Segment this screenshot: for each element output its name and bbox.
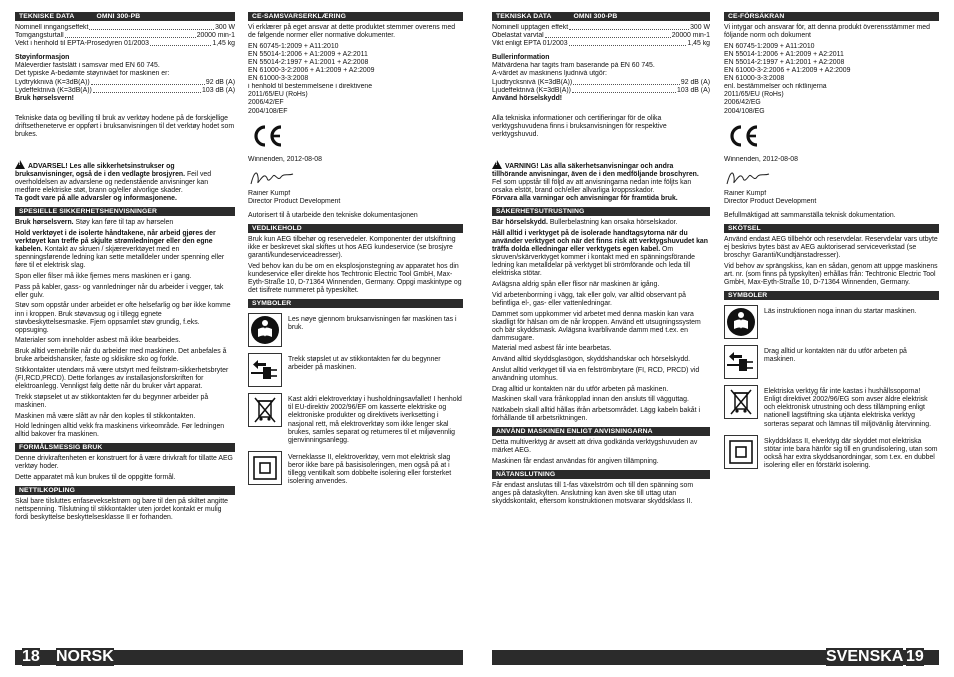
section-header-intended-use: ANVÄND MASKINEN ENLIGT ANVISNINGARNA	[492, 427, 710, 436]
ce-intro: Vi intygar och ansvarar för, att denna produkt överensstämmer med följande norm och dokument	[724, 24, 930, 40]
noise-row: Ljudeffektnivå (K=3dB(A)) 103 dB (A)	[492, 86, 710, 94]
noise-title: Bullerinformation	[492, 54, 550, 62]
spec-row: Vekt i henhold til EPTA-Prosedyren 01/2003 1,45 kg	[15, 40, 235, 48]
warning-paragraph: !ADVARSEL! Les alle sikkerhetsinstrukser og bruksanvisninger, også de i den vedlagte brosjyren. Feil ved overholdelsen av advarslene og nedenstående anvisninger kan medføre elektriske støt, brann og/eller alvorlige skader. Ta godt vare på alle advarsler og informasjonene.	[15, 160, 235, 203]
safety-paragraph: Bär hörselskydd. Bullerbelastning kan orsaka hörselskador.	[492, 219, 678, 227]
ce-line: EN 55014-2:1997 + A1:2001 + A2:2008	[724, 58, 845, 66]
section-header-tech-data: TEKNISKE DATA OMNI 300-PB	[15, 12, 235, 21]
tech-note: Alla tekniska informationer och certifieringar för de olika verktygshuvudena finns i bruksanvisningen för respektive verktygshuvud.	[492, 114, 667, 139]
symbol-row	[248, 393, 463, 445]
noise-row: Lydeffektnivå (K=3dB(A)) 103 dB (A)	[15, 86, 235, 94]
safety-paragraph: Maskinen må være slått av når den koples til stikkontakten.	[15, 412, 196, 420]
signature-icon	[724, 168, 939, 188]
intended-paragraph: Maskinen får endast användas för angiven tillämpning.	[492, 457, 659, 465]
section-header-maintenance: SKÖTSEL	[724, 224, 939, 233]
symbol-row	[724, 435, 939, 470]
warning-triangle-icon	[15, 160, 25, 169]
noise-row: Lydtrykknivå (K=3dB(A)) 92 dB (A)	[15, 78, 235, 86]
ce-line: 2006/42/EG	[724, 99, 761, 107]
safety-paragraph: Stikkontakter utendørs må være utstyrt med feilstrøm-sikkerhetsbryter (FI,RCD,PRCD). Dette forlanges av installasjonsforskriften for elektroanlegg. Vennligst følg dette når du bruker vårt apparat.	[15, 366, 229, 391]
mains-paragraph: Får endast anslutas till 1-fas växelström och till den spänning som anges på dataskylten. Anslutning kan även ske till uttag utan skyddskontakt, eftersom konstruktionen motsvarar skyddsklass II.	[492, 482, 694, 506]
symbol-description: Verneklasse II, elektroverktøy, vern mot elektrisk slag beror ikke bare på basisisoleringen, men også på at i tillegg ventilkalt som dobbelte isolering eller forsterket isolering anvendes.	[288, 453, 452, 486]
section-header-symbols: SYMBOLER	[724, 291, 939, 300]
section-header-mains: NÄTANSLUTNING	[492, 470, 710, 479]
ce-line: EN 55014-1:2006 + A1:2009 + A2:2011	[724, 50, 844, 58]
ce-line: EN 55014-2:1997 + A1:2001 + A2:2008	[248, 58, 369, 66]
section-header-tech-data: TEKNISKA DATA OMNI 300-PB	[492, 12, 710, 21]
warning-paragraph: !VARNING! Läs alla säkerhetsanvisningar och andra tillhörande anvisningar, även de i den medföljande broschyren. Fel som uppstår till följd av att anvisningarna nedan inte följts kan orsaka elstöt, brand och/eller allvarliga kroppsskador. Förvara alla varningar och anvisningar för framtida bruk.	[492, 160, 710, 203]
maintenance-paragraph: Bruk kun AEG tilbehør og reservedeler. Komponenter der utskiftning ikke er beskrevet skal skiftes ut hos AEG kundeservice (se brosjyre garanti/kundeserviceadresser).	[248, 236, 456, 260]
ce-line: EN 61000-3-2:2006 + A1:2009 + A2:2009	[248, 67, 375, 75]
safety-paragraph: Bruk hørselsvern. Støy kan føre til tap av hørselen	[15, 219, 174, 227]
safety-paragraph: Drag alltid ur kontakten när du utför arbeten på maskinen.	[492, 385, 669, 393]
noise-line: Måleverdier fastslått i samsvar med EN 60 745.	[15, 62, 160, 70]
page-number: 19	[906, 648, 924, 665]
ce-line: enl. bestämmelser och riktlinjerna	[724, 83, 827, 91]
ce-line: EN 61000-3-3:2008	[724, 75, 785, 83]
safety-paragraph: Trekk støpselet ut av stikkontakten før du begynner arbeider på maskinen.	[15, 393, 209, 409]
safety-paragraph: Bruk alltid vernebrille når du arbeider med maskinen. Det anbefales å bruke arbeidshansker, faste og sklisikre sko og forkle.	[15, 348, 227, 364]
symbol-description: Elektriska verktyg får inte kastas i hushållssoporna! Enligt direktivet 2002/96/EG som avser äldre elektrisk och elektronisk utrustning och dess tillämpning enligt nationell lagstiftning ska utjänta elektriska verktyg sorteras separat och lämnas till miljövänlig återvinning.	[764, 388, 931, 428]
page-number: 18	[22, 648, 40, 665]
ce-line: i henhold til bestemmelsene i direktivene	[248, 83, 373, 91]
safety-paragraph: Nätkabeln skall alltid hållas ifrån arbetsområdet. Lägg kabeln bakåt i förhållande till arbetsriktningen.	[492, 407, 700, 423]
maintenance-paragraph: Vid behov av sprängskiss, kan en sådan, genom att uppge maskinens art. nr. (som finns på typskylten) erhållas från: Techtronic Electric Tool GmbH, Max-Eyth-Straße 10, D-71364 Winnenden, Germany.	[724, 262, 938, 287]
maintenance-paragraph: Ved behov kan du be om en eksplosjonstegning av apparatet hos din kundeservice eller direkte hos Techtronic Electric Tool GmbH, Max-Eyth-Straße 10, D-71364 Winnenden, Germany. Oppgi maskintype og det tisifrete nummeret på typeskiltet.	[248, 262, 462, 295]
ce-line: 2011/65/EU (RoHs)	[724, 91, 784, 99]
tech-note: Tekniske data og bevilling til bruk av verktøy hodene på de forskjellige driftsetheneterve er oppført i bruksanvisningen til det verktøy hodet som brukes.	[15, 114, 235, 139]
protection-class-ii-icon	[248, 451, 282, 485]
intended-paragraph: Detta multiverktyg är avsett att driva godkända verktygshuvuden av märket AEG.	[492, 439, 698, 455]
ce-signer: Rainer Kumpf	[248, 189, 291, 197]
ear-protection-note: Bruk hørselsvern!	[15, 94, 74, 102]
ce-role: Director Product Development	[724, 197, 817, 205]
left-column-2	[248, 12, 463, 492]
safety-paragraph: Hold verktøyet i de isolerte håndtakene, når arbeid gjøres der verktøyet kan treffe på skjulte strømledninger eller den egne kabelen. Kontakt av skruen / skjæreverktøyet med en spenningsførende ledning kan sette metalldeler under spenning eller føre til et elektrisk slag.	[15, 229, 225, 270]
read-manual-icon	[248, 313, 282, 347]
section-header-maintenance: VEDLIKEHOLD	[248, 224, 463, 233]
symbol-description: Drag alltid ur kontakten när du utför arbeten på maskinen.	[764, 348, 907, 364]
symbol-row	[724, 385, 939, 428]
spec-row: Tomgangsturtall 20000 min-1	[15, 32, 235, 40]
warning-triangle-icon	[492, 160, 502, 169]
symbol-row	[724, 345, 939, 379]
ce-mark-icon	[726, 124, 939, 148]
safety-paragraph: Anslut alltid verktyget till via en felströmbrytare (FI, RCD, PRCD) vid användning utomhus.	[492, 366, 700, 382]
safety-paragraph: Vid arbetenborrning i vägg, tak eller golv, var alltid observant på befintliga el-, gas- eller vattenledningar.	[492, 291, 686, 307]
safety-paragraph: Dammet som uppkommer vid arbetet med denna maskin kan vara skadligt för hälsan om de når kroppen. Använd ett utsugningssystem och bär skyddsmask. Avlägsna kvarblivande damm med t.ex. en dammsugare.	[492, 310, 701, 342]
safety-paragraph: Avlägsna aldrig spån eller flisor när maskinen är igång.	[492, 281, 660, 289]
symbol-description: Kast aldri elektroverktøy i husholdningsavfallet! I henhold til EU-direktiv 2002/96/EF om kasserte elektriske og elektroniske produkter og direktivets iverksetting i nasjonal rett, må elektroverktøy som ikke lenger skal brukes, samles separat og returneres til et miljøvennlig gjenvinningsanlegg.	[288, 396, 462, 444]
noise-title: Støyinformasjon	[15, 54, 70, 62]
signature-icon	[248, 168, 463, 188]
symbol-row	[248, 313, 463, 347]
ce-authorized: Befullmäktigad att sammanställa teknisk dokumentation.	[724, 211, 896, 219]
spec-row: Obelastat varvtal 20000 min-1	[492, 32, 710, 40]
ce-role: Director Product Development	[248, 197, 341, 205]
safety-paragraph: Pass på kabler, gass- og vannledninger når du arbeider i vegger, tak eller gulv.	[15, 283, 224, 299]
maintenance-paragraph: Använd endast AEG tillbehör och reservdelar. Reservdelar vars utbyte ej beskrivs bytes bäst av AEG auktoriserad serviceverkstad (se broschyr Garanti/Kundtjänstadresser).	[724, 236, 938, 260]
safety-paragraph: Hold ledningen alltid vekk fra maskinens virkeområde. Før ledningen alltid bakover fra maskinen.	[15, 423, 225, 439]
ce-mark-icon	[250, 124, 463, 148]
section-header-safety: SÄKERHETSUTRUSTNING	[492, 207, 710, 216]
noise-line: A-värdet av maskinens ljudnivå utgör:	[492, 70, 607, 78]
ce-line: EN 61000-3-2:2006 + A1:2009 + A2:2009	[724, 67, 851, 75]
right-column-2	[724, 12, 939, 476]
spec-row: Nominell inngangseffekt 300 W	[15, 24, 235, 31]
symbol-description: Les nøye gjennom bruksanvisningen før maskinen tas i bruk.	[288, 316, 457, 332]
ce-line: 2004/108/EG	[724, 107, 765, 115]
section-header-safety: SPESIELLE SIKKERHETSHENVISNINGER	[15, 207, 235, 216]
page-language: SVENSKA	[826, 648, 904, 665]
ce-line: EN 60745-1:2009 + A11:2010	[724, 42, 815, 50]
read-manual-icon	[724, 305, 758, 339]
symbol-description: Läs instruktionen noga innan du startar maskinen.	[764, 308, 917, 316]
ce-line: EN 61000-3-3:2008	[248, 75, 309, 83]
ce-place-date: Winnenden, 2012-08-08	[724, 155, 798, 163]
ce-place-date: Winnenden, 2012-08-08	[248, 155, 322, 163]
safety-paragraph: Håll alltid i verktyget på de isolerade handtagsytorna när du använder verktyget och när det finns risk att verktygshuvudet kan träffa dolda elledningar eller verktygets egen kabel. Om skruven/skärverktyget kommer i kontakt med en spänningsförande ledning kan metalldelar på verktyget bli strömförande och leda till elektriska stötar.	[492, 229, 708, 278]
intended-paragraph: Denne drivkraftenheten er konstruert for å være drivkraft for tillatte AEG verktøy hoder.	[15, 455, 233, 471]
safety-paragraph: Använd alltid skyddsglasögon, skyddshandskar och hörselskydd.	[492, 356, 691, 364]
symbol-row	[248, 353, 463, 387]
page-language: NORSK	[56, 648, 114, 665]
safety-paragraph: Støv som oppstår under arbeidet er ofte helsefarlig og bør ikke komme inn i kroppen. Bruk støvavsug og i tillegg egnete støvbeskyttelsesmaske. Fjern oppsamlet støv grundig, f.eks. oppsuging.	[15, 302, 231, 334]
right-column-1	[492, 12, 710, 509]
ce-line: EN 60745-1:2009 + A11:2010	[248, 42, 339, 50]
protection-class-ii-icon	[724, 435, 758, 469]
intended-paragraph: Dette apparatet må kun brukes til de oppgitte formål.	[15, 474, 176, 482]
weee-bin-icon	[248, 393, 282, 427]
ce-line: EN 55014-1:2006 + A1:2009 + A2:2011	[248, 50, 368, 58]
section-header-intended-use: FORMÅLSMESSIG BRUK	[15, 443, 235, 452]
ce-signer: Rainer Kumpf	[724, 189, 767, 197]
unplug-icon	[724, 345, 758, 379]
left-column-1	[15, 12, 235, 525]
noise-line: Det typiske A-bedømte støynivået for maskinen er:	[15, 70, 170, 78]
section-header-ce: CE-FÖRSÄKRAN	[724, 12, 939, 21]
ce-line: 2004/108/EF	[248, 107, 288, 115]
ce-line: 2011/65/EU (RoHs)	[248, 91, 308, 99]
weee-bin-icon	[724, 385, 758, 419]
safety-paragraph: Materialer som inneholder asbest må ikke bearbeides.	[15, 337, 181, 345]
section-header-symbols: SYMBOLER	[248, 299, 463, 308]
symbol-description: Trekk støpslet ut av stikkontakten før du begynner arbeider på maskinen.	[288, 356, 441, 372]
spec-row: Nominell upptagen effekt 300 W	[492, 24, 710, 31]
symbol-description: Skyddsklass II, elverktyg där skyddet mot elektriska stötar inte bara hänför sig till en grundisolering, utan som också har extra skyddsanordningar, som t.ex. en dubbel isolering eller en förstärkt isolering.	[764, 437, 938, 469]
spec-row: Vikt enligt EPTA 01/2003 1,45 kg	[492, 40, 710, 48]
safety-paragraph: Material med asbest får inte bearbetas.	[492, 345, 612, 353]
ear-protection-note: Använd hörselskydd!	[492, 94, 563, 102]
symbol-row	[248, 451, 463, 486]
safety-paragraph: Maskinen skall vara frånkopplad innan den ansluts till vägguttag.	[492, 396, 689, 404]
noise-line: Mätvärdena har tagits fram baserande på EN 60 745.	[492, 62, 655, 70]
section-header-ce: CE-SAMSVARSERKLÆRING	[248, 12, 463, 21]
ce-line: 2006/42/EF	[248, 99, 284, 107]
mains-paragraph: Skal bare tilsluttes enfasevekselstrøm og bare til den på skiltet angitte nettspenning. Tilslutning til stikkontakter uten jordet kontakt er mulig fordi beskyttelse beskyttelsesklasse II er forhanden.	[15, 498, 228, 522]
ce-intro: Vi erklærer på eget ansvar at dette produktet stemmer overens med de følgende normer eller normative dokumenter.	[248, 24, 456, 40]
unplug-icon	[248, 353, 282, 387]
ce-authorized: Autorisert til å utarbeide den tekniske dokumentasjonen	[248, 211, 418, 219]
safety-paragraph: Spon eller filser må ikke fjernes mens maskinen er i gang.	[15, 272, 192, 280]
noise-row: Ljudtrycksnivå (K=3dB(A)) 92 dB (A)	[492, 78, 710, 86]
symbol-row	[724, 305, 939, 339]
section-header-mains: NETTILKOPLING	[15, 486, 235, 495]
